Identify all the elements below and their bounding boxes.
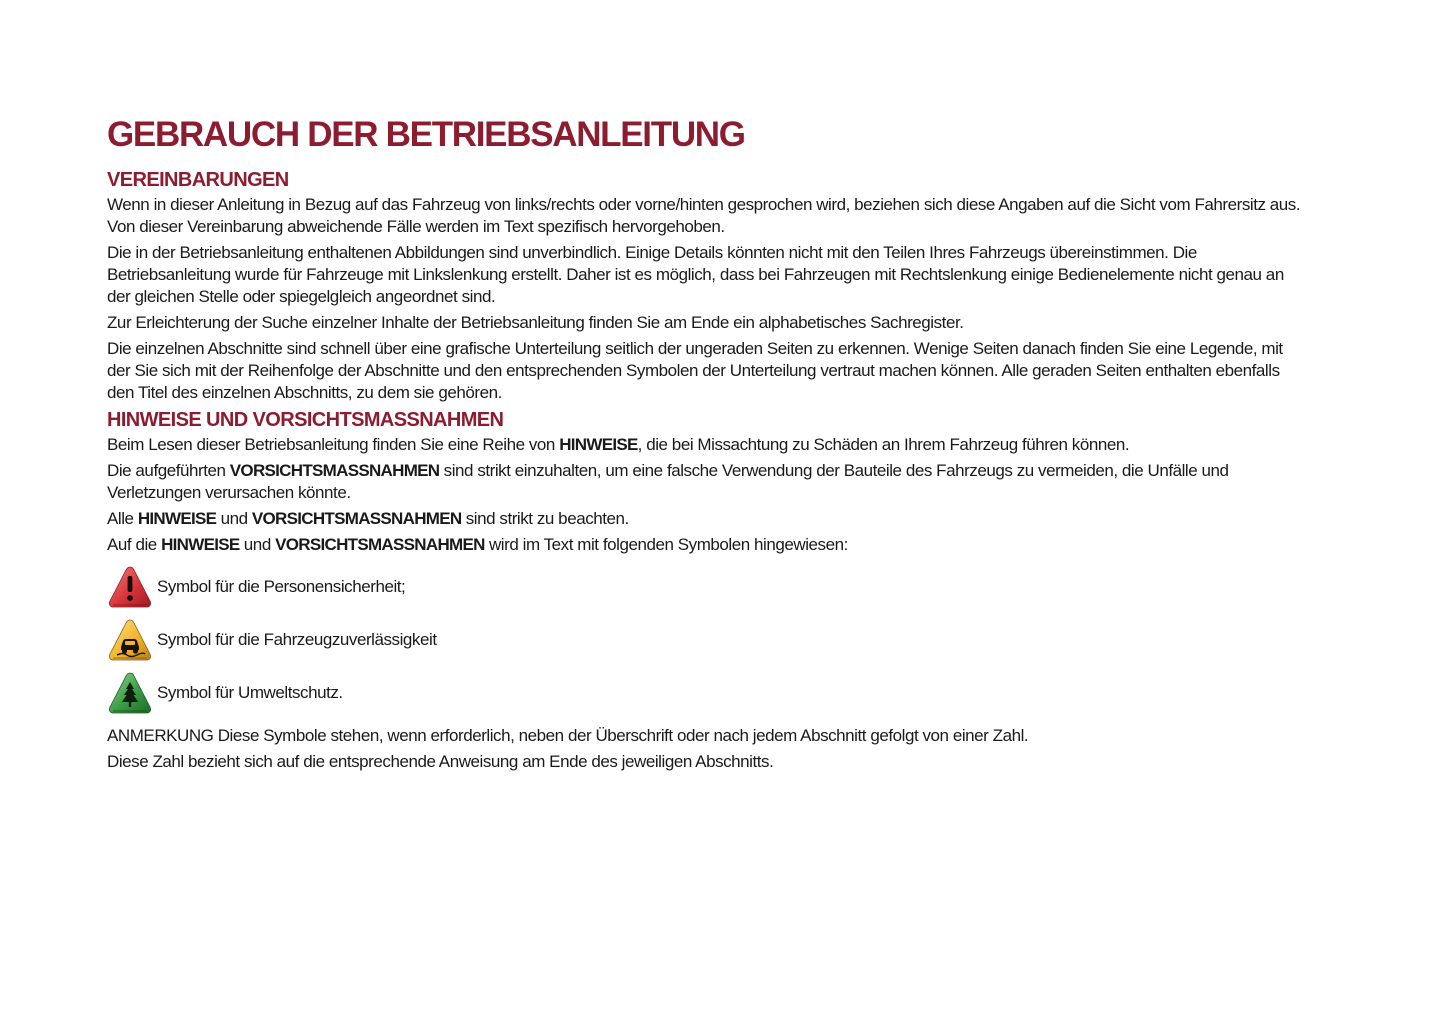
symbol-legend <box>107 560 1307 719</box>
text-run: und <box>239 535 276 554</box>
paragraph: Die in der Betriebsanleitung enthaltenen Abbildungen sind unverbindlich. Einige Details könnten nicht mit den Teilen Ihres Fahrzeugs übereinstimmen. Die Betriebsanleitung wurde für Fahrzeuge mit Linkslenkung erstellt. Daher ist es möglich, dass bei Fahrzeugen mit Rechtslenkung einige Bedienelemente nicht genau an der gleichen Stelle oder spiegelgleich angeordnet sind. <box>107 243 1284 306</box>
symbol-label: Symbol für die Personensicherheit; <box>157 576 406 596</box>
bold-term: HINWEISE <box>559 435 638 454</box>
text-run: , die bei Missachtung zu Schäden an Ihrem Fahrzeug führen können. <box>637 435 1130 454</box>
text-run: wird im Text mit folgenden Symbolen hingewiesen: <box>484 535 848 554</box>
section-heading-hinweise: HINWEISE UND VORSICHTSMASSNAHMEN <box>107 409 504 431</box>
paragraph <box>107 534 1307 556</box>
paragraph: Zur Erleichterung der Suche einzelner Inhalte der Betriebsanleitung finden Sie am Ende ein alphabetisches Sachregister. <box>107 313 964 332</box>
bold-term: VORSICHTSMASSNAHMEN <box>229 461 440 480</box>
section-heading-vereinbarungen: VEREINBARUNGEN <box>107 169 289 191</box>
page-title: GEBRAUCH DER BETRIEBSANLEITUNG <box>107 115 745 154</box>
text-run: und <box>216 509 252 528</box>
text-run: Die aufgeführten <box>107 461 230 480</box>
symbol-label: Symbol für die Fahrzeugzuverlässigkeit <box>157 629 437 649</box>
bold-term: VORSICHTSMASSNAHMEN <box>251 509 462 528</box>
paragraph: Die einzelnen Abschnitte sind schnell über eine grafische Unterteilung seitlich der ungeraden Seiten zu erkennen. Wenige Seiten danach finden Sie eine Legende, mit der Sie sich mit der Reihenfolge der Abschnitte und den entsprechenden Symbolen der Unterteilung vertraut machen können. Alle geraden Seiten enthalten ebenfalls den Titel des einzelnen Abschnitts, zu dem sie gehören. <box>107 339 1283 402</box>
paragraph <box>107 460 1307 504</box>
symbol-row-vehicle <box>107 613 1307 666</box>
paragraph <box>107 508 1307 530</box>
text-run: Beim Lesen dieser Betriebsanleitung finden Sie eine Reihe von <box>107 435 560 454</box>
car-skid-icon <box>107 617 153 663</box>
text-run: Auf die <box>107 535 162 554</box>
paragraph <box>107 434 1307 456</box>
symbol-row-environment <box>107 666 1307 719</box>
bold-term: HINWEISE <box>161 535 240 554</box>
note-paragraph: Diese Zahl bezieht sich auf die entsprechende Anweisung am Ende des jeweiligen Abschnitts. <box>107 752 774 771</box>
note-paragraph: ANMERKUNG Diese Symbole stehen, wenn erforderlich, neben der Überschrift oder nach jedem Abschnitt gefolgt von einer Zahl. <box>107 726 1029 745</box>
text-run: sind strikt zu beachten. <box>461 509 629 528</box>
bold-term: VORSICHTSMASSNAHMEN <box>275 535 485 554</box>
bold-term: HINWEISE <box>137 509 217 528</box>
tree-icon <box>107 670 153 716</box>
manual-page <box>107 112 1307 777</box>
symbol-label: Symbol für Umweltschutz. <box>157 682 343 702</box>
warning-exclamation-icon <box>107 564 153 610</box>
paragraph: Wenn in dieser Anleitung in Bezug auf das Fahrzeug von links/rechts oder vorne/hinten gesprochen wird, beziehen sich diese Angaben auf die Sicht vom Fahrersitz aus. Von dieser Vereinbarung abweichende Fälle werden im Text spezifisch hervorgehoben. <box>107 195 1301 236</box>
text-run: Alle <box>107 509 138 528</box>
text-run: sind strikt einzuhalten, um eine falsche Verwendung der Bauteile des Fahrzeugs zu vermeiden, die Unfälle und Verletzungen verursachen könnte. <box>107 461 1229 502</box>
symbol-row-safety <box>107 560 1307 613</box>
